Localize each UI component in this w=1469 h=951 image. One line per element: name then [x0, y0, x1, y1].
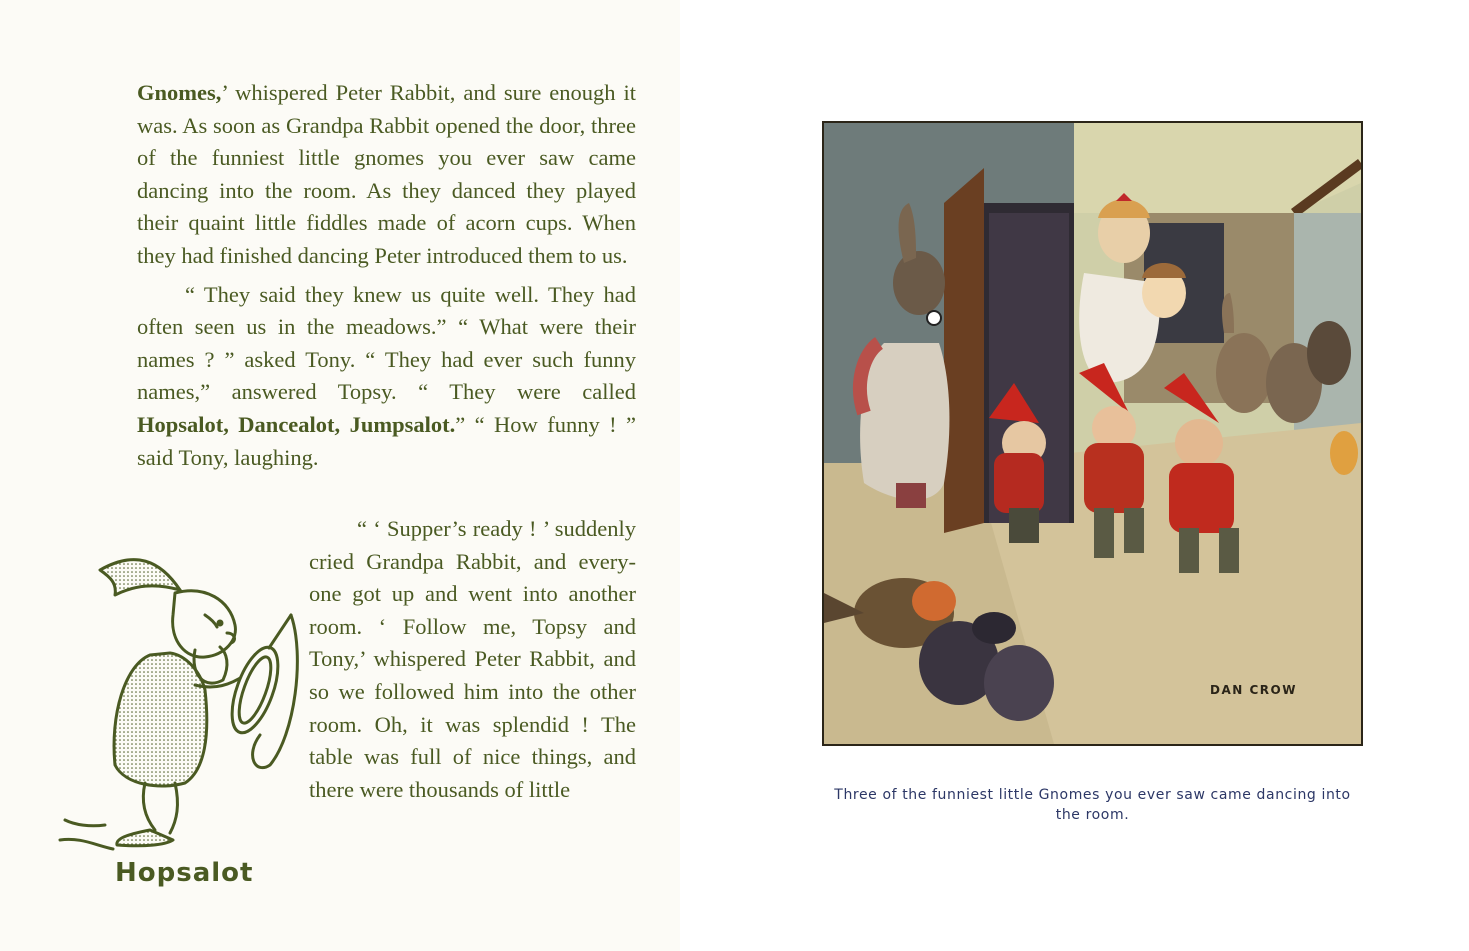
color-plate-illustration	[822, 121, 1363, 746]
left-page	[0, 0, 680, 951]
paragraph-3: “ ‘ Supper’s ready ! ’ suddenly cried Grandpa Rabbit, and every-one got up and went into another room. ‘ Follow me, Topsy and Tony,’ whispered Peter Rabbit, and so we followed him into the other room. Oh, it was splendid ! The table was full of nice things, and there were thousands of little	[309, 516, 636, 802]
paragraph-1-text: ’ whispered Peter Rabbit, and sure enough it was. As soon as Grandpa Rabbit opened the door, three of the funniest little gnomes you ever saw came dancing into the room. As they danced they played their quaint little fiddles made of acorn cups. When they had finished dancing Peter introduced them to us.	[137, 80, 636, 268]
paragraph-2-text-after: ” “ How funny ! ” said Tony, laughing.	[137, 411, 637, 470]
plate-caption: Three of the funniest little Gnomes you ever saw came dancing into the room.	[834, 787, 1351, 823]
paragraph-2-text-before: “ They said they knew us quite well. They had often seen us in the meadows.” “ What were their names ? ” asked Tony. “ They had ever such funny names,” answered Topsy. “ They were called	[137, 281, 636, 405]
gnome-name-caption: Hopsalot	[115, 858, 254, 888]
narrow-text-column	[309, 513, 636, 806]
paragraph-1-bold-start: Gnomes,	[137, 80, 222, 105]
gnome-with-mandolin-icon	[55, 515, 305, 895]
gnome-names: Hopsalot, Dancealot, Jumpsalot.	[137, 411, 456, 437]
paragraph-1	[137, 77, 636, 273]
paragraph-2	[137, 279, 636, 475]
dancing-gnomes-illustration	[824, 123, 1361, 744]
artist-signature: DAN CROW	[1210, 683, 1297, 697]
full-width-text-column	[137, 77, 636, 474]
